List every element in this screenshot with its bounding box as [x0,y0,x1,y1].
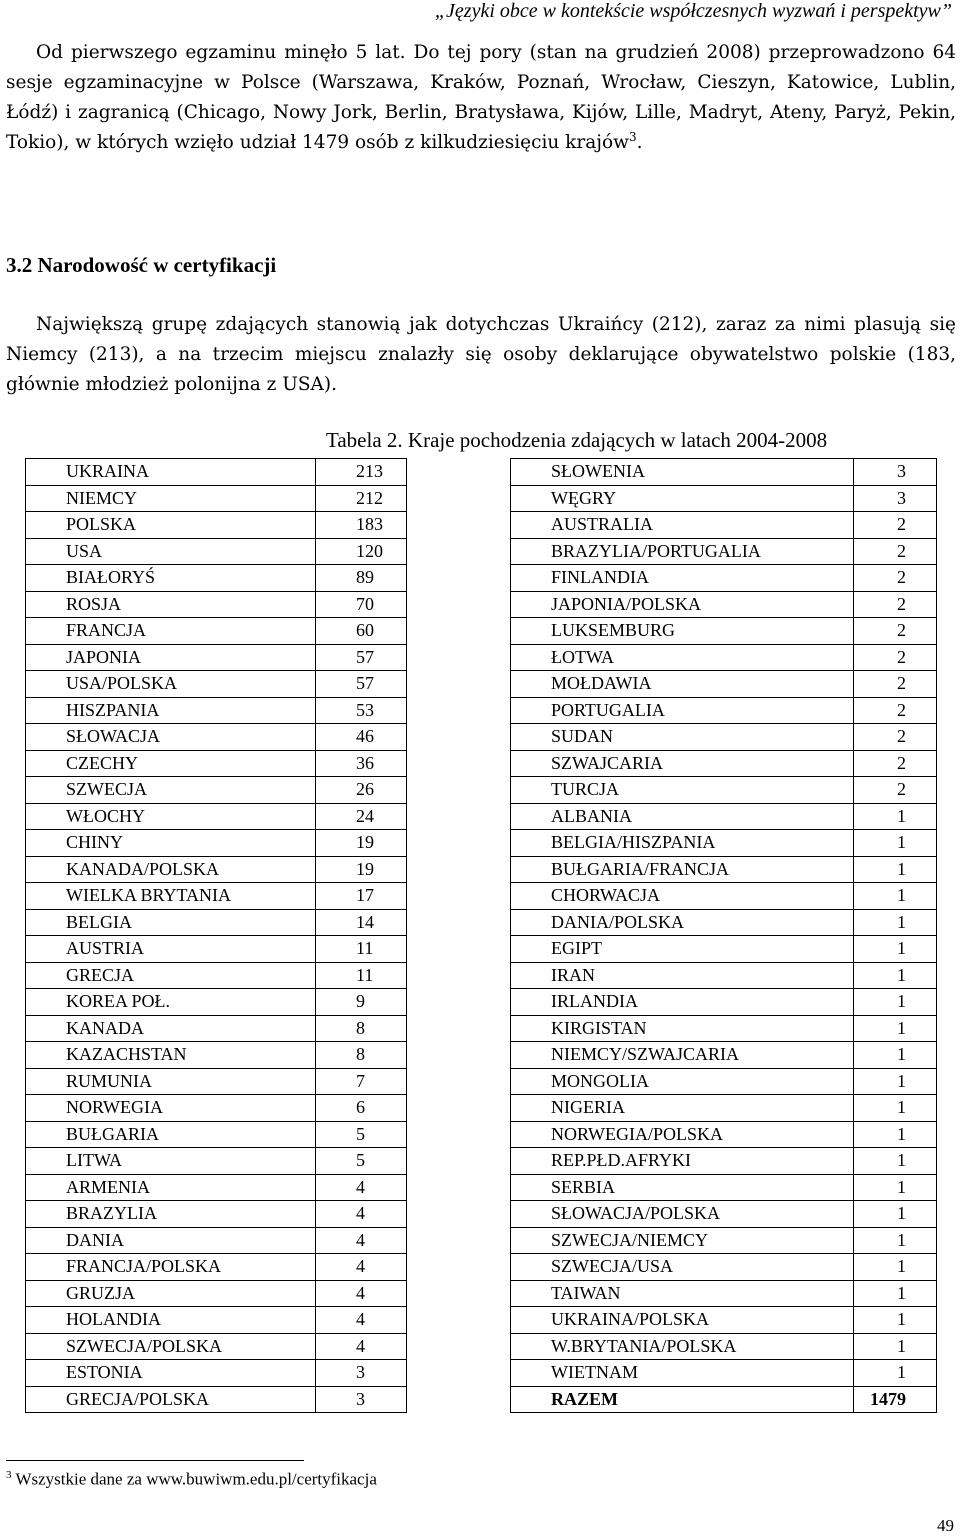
candidate-count: 2 [854,777,937,804]
table-row [26,459,407,486]
country-name: KIRGISTAN [511,1015,854,1042]
country-name: CZECHY [26,750,316,777]
table-row [26,1121,407,1148]
candidate-count: 2 [854,697,937,724]
country-name: ŁOTWA [511,644,854,671]
table-row [511,1015,937,1042]
country-name: RUMUNIA [26,1068,316,1095]
candidate-count: 46 [316,724,407,751]
table-row [26,1360,407,1387]
table-row [26,803,407,830]
table-row [511,1068,937,1095]
table-row [511,962,937,989]
table-row [26,485,407,512]
country-name: NIGERIA [511,1095,854,1122]
table-row [26,1174,407,1201]
table-row [26,989,407,1016]
country-name: NIEMCY [26,485,316,512]
candidate-count: 4 [316,1333,407,1360]
country-name: SUDAN [511,724,854,751]
table-row [26,1042,407,1069]
candidate-count: 36 [316,750,407,777]
candidate-count: 1 [854,830,937,857]
table-row [511,1227,937,1254]
candidate-count: 17 [316,883,407,910]
candidate-count: 19 [316,830,407,857]
candidate-count: 4 [316,1201,407,1228]
candidate-count: 1 [854,1227,937,1254]
table-row [511,485,937,512]
table-row [511,724,937,751]
country-name: WŁOCHY [26,803,316,830]
table-row [511,1095,937,1122]
table-row [511,750,937,777]
country-name: BELGIA [26,909,316,936]
candidate-count: 1 [854,1042,937,1069]
candidate-count: 70 [316,591,407,618]
nationality-paragraph-text: Największą grupę zdających stanowią jak dotychczas Ukraińcy (212), zaraz za nimi plasują się Niemcy (213), a na trzecim miejscu znalazły się osoby deklarujące obywatelstwo polskie (183, głównie młodzież polonijna z USA). [6,314,956,395]
table-caption: Tabela 2. Kraje pochodzenia zdających w latach 2004-2008 [326,428,828,452]
table-row [26,644,407,671]
candidate-count: 2 [854,671,937,698]
candidate-count: 2 [854,591,937,618]
candidate-count: 2 [854,750,937,777]
table-row [26,1068,407,1095]
country-name: CHINY [26,830,316,857]
country-name: FINLANDIA [511,565,854,592]
candidate-count: 6 [316,1095,407,1122]
table-row [26,1148,407,1175]
country-name: W.BRYTANIA/POLSKA [511,1333,854,1360]
table-row [511,1333,937,1360]
country-name: GRUZJA [26,1280,316,1307]
candidate-count: 1 [854,1307,937,1334]
candidate-count: 120 [316,538,407,565]
country-name: KOREA POŁ. [26,989,316,1016]
footnote-reference: 3 [628,129,637,144]
candidate-count: 1 [854,1254,937,1281]
country-name: AUSTRIA [26,936,316,963]
total-value: 1479 [854,1386,937,1413]
country-name: TAIWAN [511,1280,854,1307]
country-name: REP.PŁD.AFRYKI [511,1148,854,1175]
country-name: UKRAINA [26,459,316,486]
candidate-count: 53 [316,697,407,724]
country-name: KANADA/POLSKA [26,856,316,883]
candidate-count: 7 [316,1068,407,1095]
country-name: USA [26,538,316,565]
country-name: NORWEGIA/POLSKA [511,1121,854,1148]
candidate-count: 1 [854,856,937,883]
country-name: NORWEGIA [26,1095,316,1122]
candidate-count: 1 [854,1121,937,1148]
table-row [511,618,937,645]
candidate-count: 1 [854,989,937,1016]
candidate-count: 14 [316,909,407,936]
table-row [511,1307,937,1334]
table-row [511,459,937,486]
candidate-count: 1 [854,909,937,936]
table-row [26,856,407,883]
nationality-paragraph [6,310,956,400]
candidate-count: 2 [854,724,937,751]
candidate-count: 9 [316,989,407,1016]
country-name: IRAN [511,962,854,989]
candidate-count: 1 [854,1148,937,1175]
country-name: NIEMCY/SZWAJCARIA [511,1042,854,1069]
country-name: KAZACHSTAN [26,1042,316,1069]
candidate-count: 89 [316,565,407,592]
table-row [26,1201,407,1228]
country-name: JAPONIA [26,644,316,671]
intro-paragraph-text: Od pierwszego egzaminu minęło 5 lat. Do tej pory (stan na grudzień 2008) przeprowadzono 64 sesje egzaminacyjne w Polsce (Warszawa, Kraków, Poznań, Wrocław, Cieszyn, Katowice, Lublin, Łódź) i zagranicą (Chicago, Nowy Jork, Berlin, Bratysława, Kijów, Lille, Madryt, Ateny, Paryż, Pekin, Tokio), w których wzięło udział 1479 osób z kilkudziesięciu krajów [6,42,956,153]
country-name: SŁOWACJA [26,724,316,751]
countries-table-left [25,458,407,1413]
table-row [26,1307,407,1334]
table-row [511,989,937,1016]
candidate-count: 2 [854,644,937,671]
candidate-count: 1 [854,962,937,989]
table-row [511,777,937,804]
country-name: GRECJA [26,962,316,989]
candidate-count: 5 [316,1148,407,1175]
candidate-count: 57 [316,671,407,698]
country-name: EGIPT [511,936,854,963]
table-row [511,1201,937,1228]
intro-paragraph-end: . [636,132,643,153]
table-row [26,962,407,989]
table-row [511,1174,937,1201]
table-row [26,883,407,910]
table-row [26,1015,407,1042]
table-row [511,1121,937,1148]
footnote-separator [6,1460,304,1461]
table-row [511,883,937,910]
country-name: WIELKA BRYTANIA [26,883,316,910]
candidate-count: 4 [316,1254,407,1281]
table-row [26,1254,407,1281]
candidate-count: 60 [316,618,407,645]
country-name: BELGIA/HISZPANIA [511,830,854,857]
table-row [26,777,407,804]
candidate-count: 183 [316,512,407,539]
table-row [511,697,937,724]
country-name: LITWA [26,1148,316,1175]
footnote-number: 3 [6,1469,12,1481]
country-name: BRAZYLIA/PORTUGALIA [511,538,854,565]
table-row [26,909,407,936]
candidate-count: 1 [854,1280,937,1307]
country-name: SZWECJA/NIEMCY [511,1227,854,1254]
country-name: SZWECJA/POLSKA [26,1333,316,1360]
country-name: USA/POLSKA [26,671,316,698]
country-name: FRANCJA/POLSKA [26,1254,316,1281]
table-row [26,671,407,698]
section-heading: 3.2 Narodowość w certyfikacji [6,253,277,277]
country-name: BUŁGARIA [26,1121,316,1148]
candidate-count: 1 [854,1095,937,1122]
candidate-count: 212 [316,485,407,512]
country-name: JAPONIA/POLSKA [511,591,854,618]
country-name: SŁOWENIA [511,459,854,486]
table-row [511,1042,937,1069]
page-number: 49 [937,1516,954,1535]
country-name: DANIA [26,1227,316,1254]
total-row [511,1386,937,1413]
table-row [511,671,937,698]
country-name: SZWAJCARIA [511,750,854,777]
candidate-count: 4 [316,1174,407,1201]
candidate-count: 11 [316,936,407,963]
table-row [511,1280,937,1307]
country-name: MONGOLIA [511,1068,854,1095]
table-row [26,936,407,963]
table-row [511,1254,937,1281]
country-name: ARMENIA [26,1174,316,1201]
footnote-text: Wszystkie dane za www.buwiwm.edu.pl/certyfikacja [11,1469,377,1489]
country-name: SERBIA [511,1174,854,1201]
candidate-count: 3 [316,1360,407,1387]
table-row [26,1386,407,1413]
candidate-count: 3 [316,1386,407,1413]
candidate-count: 8 [316,1015,407,1042]
table-row [26,1333,407,1360]
country-name: FRANCJA [26,618,316,645]
table-row [26,750,407,777]
table-row [26,565,407,592]
candidate-count: 2 [854,538,937,565]
table-row [26,512,407,539]
candidate-count: 4 [316,1227,407,1254]
candidate-count: 4 [316,1280,407,1307]
country-name: BIAŁORYŚ [26,565,316,592]
country-name: UKRAINA/POLSKA [511,1307,854,1334]
candidate-count: 1 [854,803,937,830]
intro-paragraph [6,38,956,158]
table-row [511,856,937,883]
candidate-count: 1 [854,1174,937,1201]
table-row [26,830,407,857]
country-name: GRECJA/POLSKA [26,1386,316,1413]
table-row [511,909,937,936]
candidate-count: 8 [316,1042,407,1069]
candidate-count: 1 [854,936,937,963]
table-row [511,644,937,671]
table-row [511,803,937,830]
table-row [511,1360,937,1387]
table-row [511,512,937,539]
country-name: TURCJA [511,777,854,804]
country-name: CHORWACJA [511,883,854,910]
country-name: BRAZYLIA [26,1201,316,1228]
total-label: RAZEM [511,1386,854,1413]
table-row [511,591,937,618]
country-name: IRLANDIA [511,989,854,1016]
countries-table-right [510,458,937,1413]
candidate-count: 19 [316,856,407,883]
country-name: ESTONIA [26,1360,316,1387]
country-name: MOŁDAWIA [511,671,854,698]
candidate-count: 4 [316,1307,407,1334]
candidate-count: 5 [316,1121,407,1148]
candidate-count: 2 [854,618,937,645]
table-row [511,830,937,857]
country-name: ROSJA [26,591,316,618]
candidate-count: 3 [854,459,937,486]
candidate-count: 1 [854,1015,937,1042]
country-name: SŁOWACJA/POLSKA [511,1201,854,1228]
country-name: ALBANIA [511,803,854,830]
country-name: SZWECJA [26,777,316,804]
country-name: SZWECJA/USA [511,1254,854,1281]
country-name: HISZPANIA [26,697,316,724]
table-row [26,1227,407,1254]
country-name: BUŁGARIA/FRANCJA [511,856,854,883]
candidate-count: 1 [854,1360,937,1387]
candidate-count: 213 [316,459,407,486]
table-row [26,724,407,751]
table-row [26,1280,407,1307]
country-name: KANADA [26,1015,316,1042]
country-name: WĘGRY [511,485,854,512]
table-row [511,1148,937,1175]
candidate-count: 1 [854,1333,937,1360]
candidate-count: 2 [854,565,937,592]
candidate-count: 24 [316,803,407,830]
candidate-count: 1 [854,1068,937,1095]
table-row [26,1095,407,1122]
country-name: DANIA/POLSKA [511,909,854,936]
table-row [26,618,407,645]
candidate-count: 11 [316,962,407,989]
country-name: PORTUGALIA [511,697,854,724]
candidate-count: 2 [854,512,937,539]
country-name: POLSKA [26,512,316,539]
table-row [511,936,937,963]
table-row [26,538,407,565]
footnote [6,1469,377,1490]
table-row [26,697,407,724]
candidate-count: 1 [854,883,937,910]
country-name: LUKSEMBURG [511,618,854,645]
candidate-count: 1 [854,1201,937,1228]
candidate-count: 3 [854,485,937,512]
country-name: HOLANDIA [26,1307,316,1334]
country-name: WIETNAM [511,1360,854,1387]
table-row [26,591,407,618]
candidate-count: 26 [316,777,407,804]
table-row [511,538,937,565]
running-header: „Języki obce w kontekście współczesnych wyzwań i perspektyw” [434,0,952,22]
table-row [511,565,937,592]
country-name: AUSTRALIA [511,512,854,539]
candidate-count: 57 [316,644,407,671]
